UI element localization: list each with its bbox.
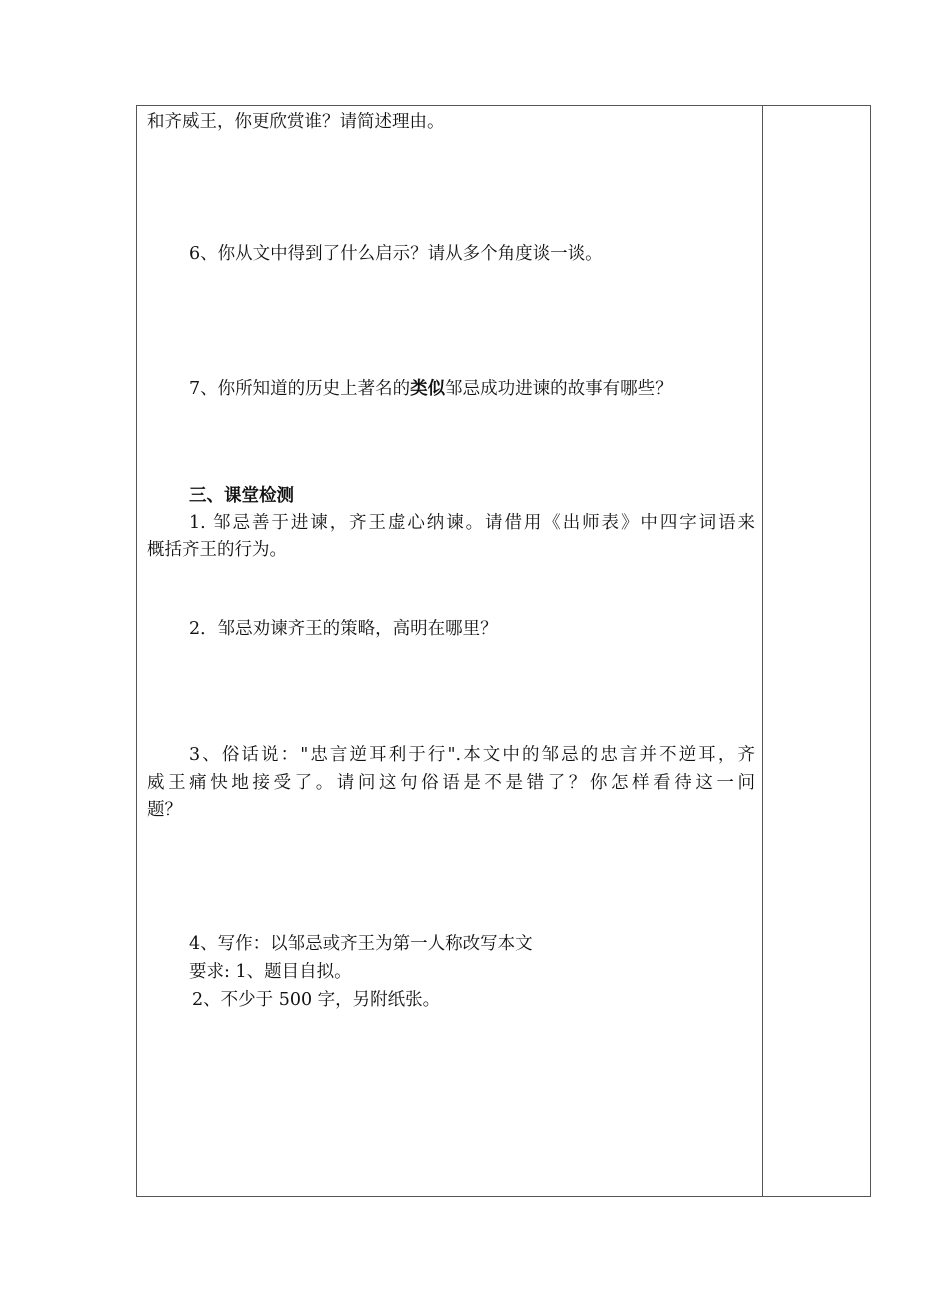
notes-cell bbox=[764, 106, 870, 1196]
question-7-text-start: 7、你所知道的历史上著名的 bbox=[189, 379, 411, 399]
question-7-text-end: 邹忌成功进谏的故事有哪些？ bbox=[445, 379, 673, 399]
question-6: 6、你从文中得到了什么启示？请从多个角度谈一谈。 bbox=[189, 244, 603, 264]
test-question-4-requirements: 要求: 1、题目自拟。 bbox=[189, 962, 352, 982]
test-question-3-line-2: 威王痛快地接受了。请问这句俗语是不是错了？你怎样看待这一问 bbox=[147, 773, 755, 793]
question-5-continuation: 和齐威王，你更欣赏谁？请简述理由。 bbox=[147, 112, 445, 132]
worksheet-table bbox=[136, 105, 871, 1197]
question-7 bbox=[189, 377, 755, 402]
test-question-4-requirement-2: 2、不少于 500 字，另附纸张。 bbox=[192, 990, 441, 1010]
section-3-heading: 三、课堂检测 bbox=[189, 486, 294, 506]
test-question-3-line-1: 3、俗话说："忠言逆耳利于行".本文中的邹忌的忠言并不逆耳，齐 bbox=[189, 745, 755, 765]
test-question-1-line-1: 1. 邹忌善于进谏，齐王虚心纳谏。请借用《出师表》中四字词语来 bbox=[189, 513, 755, 533]
test-question-2: 2．邹忌劝谏齐王的策略，高明在哪里？ bbox=[189, 619, 498, 639]
content-cell bbox=[137, 106, 762, 1196]
test-question-4-line-1: 4、写作：以邹忌或齐王为第一人称改写本文 bbox=[189, 934, 533, 954]
test-question-1-line-2: 概括齐王的行为。 bbox=[147, 540, 287, 560]
column-divider bbox=[762, 106, 763, 1196]
question-7-bold-term: 类似 bbox=[410, 379, 446, 399]
test-question-3-line-3: 题？ bbox=[147, 800, 182, 820]
